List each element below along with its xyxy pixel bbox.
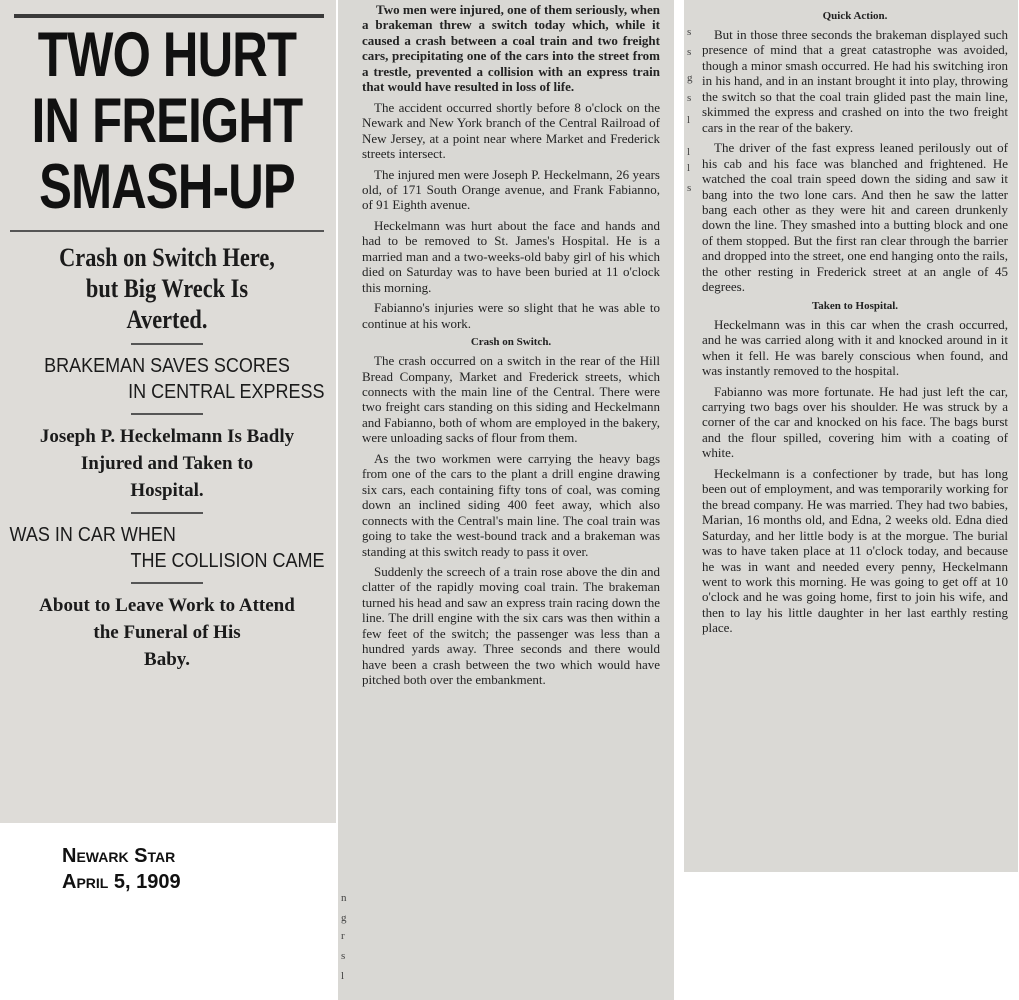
headline-line: SMASH-UP (39, 152, 295, 222)
gutter-mark: s (687, 182, 692, 194)
divider (131, 512, 203, 514)
caption-publication: Newark Star (62, 845, 176, 867)
deck-line: the Funeral of His (93, 622, 241, 643)
article-paragraph: Heckelmann was in this car when the crash occurred, and he was carried along with it and knocked around in it when it fell. He was barely conscious when found, and was instantly removed to the hospital. (702, 316, 1008, 379)
deck-line: WAS IN CAR WHEN (9, 524, 176, 546)
deck-was-in-car (10, 522, 325, 574)
gutter-mark: r (341, 930, 345, 942)
source-caption (62, 843, 181, 895)
article-paragraph: Suddenly the screech of a train rose above the din and clatter of the rapidly moving coal train. The brakeman turned his head and saw an express train racing down the line. The drill engine with the six cars was then within a few feet of the switch; the passenger was less than a hundred yards away. Three seconds and there would have been a crash between the two which would have pitched both over the embankment. (362, 563, 660, 688)
gutter-mark: s (687, 92, 692, 104)
article-paragraph: The accident occurred shortly before 8 o'clock on the Newark and New York branch of the Central Railroad of New Jersey, at a point near where Market and Frederick streets intersect. (362, 99, 660, 162)
deck-heckelmann-injured (0, 423, 334, 504)
article-column-1 (338, 0, 674, 1000)
deck-line: Joseph P. Heckelmann Is Badly (39, 426, 295, 447)
article-paragraph: Heckelmann was hurt about the face and hands and had to be removed to St. James's Hospital. He is a married man and a two-weeks-old baby girl of his which died on Saturday was to have been buried at 11 o'clock this morning. (362, 217, 660, 295)
article-paragraph: Heckelmann is a confectioner by trade, but has long been out of employment, and was temporarily working for the bread company. He was married. They had two babies, Marian, 16 months old, and Edna, 2 weeks old. Edna died Saturday, and her little body is at the morgue. The burial was to have taken place at 11 o'clock today, and because he was in want and needed every penny, Heckelmann went to work this morning. He was going to get off at 10 o'clock and he was going home, first to join his wife, and then to lay his little daughter in her last earthly resting place. (702, 465, 1008, 636)
headline (13, 22, 320, 220)
article-paragraph: The crash occurred on a switch in the rear of the Hill Bread Company, Market and Frederick streets, which connects with the main line of the Central. There were two freight cars standing on this siding and Heckelmann and Fabianno, both of whom are employed in the bakery, were unloading sacks of flour from them. (362, 353, 660, 446)
deck-funeral (0, 592, 334, 673)
gutter-mark: l (687, 114, 691, 126)
headline-line: TWO HURT (37, 20, 297, 90)
gutter-mark: l (687, 146, 691, 158)
deck-line: Hospital. (130, 480, 204, 501)
headline-clipping (0, 0, 336, 823)
deck-line: Averted. (126, 305, 208, 334)
article-paragraph: But in those three seconds the brakeman displayed such presence of mind that a great catastrophe was avoided, though a minor smash occurred. He had his switching iron in his hand, and in an instant brought it into play, throwing the switch so that the coal train glided past the main line, skimmed the express and crashed on into the two freight cars in the rear of the bakery. (702, 27, 1008, 135)
gutter-mark: s (687, 46, 692, 58)
subhead-taken-to-hospital: Taken to Hospital. (811, 299, 899, 312)
article-column-2 (684, 0, 1018, 872)
divider (131, 582, 203, 584)
headline-line: IN FREIGHT (31, 86, 303, 156)
deck-line: BRAKEMAN SAVES SCORES (44, 355, 290, 377)
article-paragraph: The injured men were Joseph P. Heckelmann, 26 years old, of 171 South Orange avenue, and Frank Fabianno, of 91 Eighth avenue. (362, 166, 660, 213)
top-rule (14, 14, 324, 18)
article-paragraph: Fabianno's injuries were so slight that he was able to continue at his work. (362, 300, 660, 331)
gutter-mark: g (687, 72, 693, 84)
article-paragraph: Fabianno was more fortunate. He had just left the car, carrying two bags over his shoulder. He was struck by a corner of the car and knocked on his face. The bags burst and the flour spilled, covering him with a coating of white. (702, 383, 1008, 461)
article-paragraph: The driver of the fast express leaned perilously out of his cab and his face was blanched and frightened. He watched the coal train speed down the siding and saw it bang into the two lone cars. And then he saw the latter bang each other as they were hit and careen drunkenly down the line. They smashed into a butting block and one of them stopped. But the first ran clear through the barrier and dropped into the street, one end hanging onto the rails, the other resting in Frederick street at an angle of 45 degrees. (702, 140, 1008, 295)
divider (131, 413, 203, 415)
subhead-quick-action: Quick Action. (822, 10, 888, 22)
deck-crash-on-switch (15, 242, 319, 335)
deck-line: THE COLLISION CAME (130, 550, 325, 572)
gutter-mark: n (341, 892, 347, 904)
gutter-mark: s (341, 950, 346, 962)
divider (131, 343, 203, 345)
subhead-crash-on-switch: Crash on Switch. (470, 336, 552, 349)
gutter-mark: g (341, 912, 347, 924)
deck-line: Injured and Taken to (80, 453, 254, 474)
deck-line: IN CENTRAL EXPRESS (128, 381, 325, 403)
article-paragraph: As the two workmen were carrying the heavy bags from one of the cars to the plant a drill engine drawing six cars, each containing fifty tons of coal, was coming down an inclined siding 400 feet away, which also connects with the Central's main line. The coal train was going to take the west-bound track and a brakeman was standing at this switch ready to pass it over. (362, 450, 660, 559)
deck-brakeman-saves (10, 353, 325, 405)
deck-line: Crash on Switch Here, (59, 243, 275, 272)
gutter-mark: s (687, 26, 692, 38)
gutter-mark: l (687, 162, 691, 174)
caption-date: April 5, 1909 (62, 871, 181, 893)
deck-line: Baby. (144, 649, 190, 670)
divider (10, 230, 324, 232)
gutter-mark: l (341, 970, 345, 982)
article-paragraph: Two men were injured, one of them seriously, when a brakeman threw a switch today which, while it caused a crash between a coal train and two freight cars, precipitating one of the cars into the street from a trestle, prevented a collision with an express train that would have resulted in loss of life. (362, 2, 660, 95)
deck-line: but Big Wreck Is (85, 274, 249, 303)
deck-line: About to Leave Work to Attend (39, 595, 295, 616)
